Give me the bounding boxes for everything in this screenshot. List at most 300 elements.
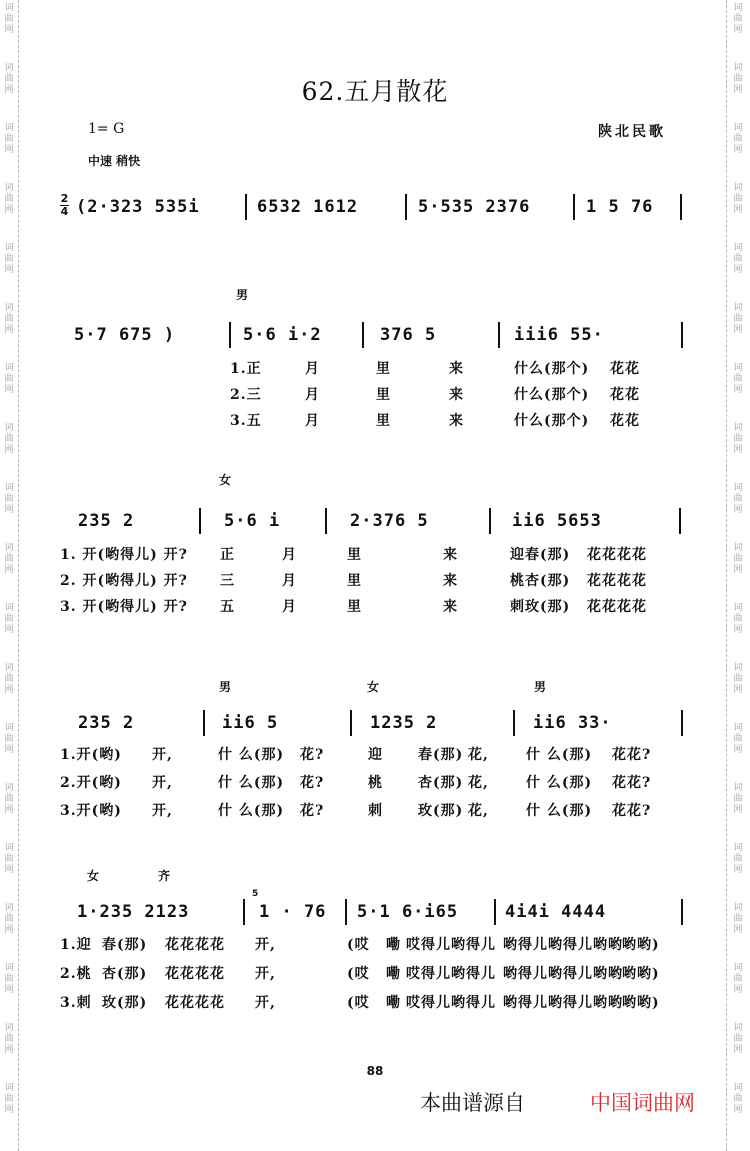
lyric-syllable: 开, xyxy=(255,937,276,953)
watermark-char: 曲 xyxy=(4,554,14,564)
barline xyxy=(325,508,327,534)
lyric-syllable: 刺玫(那) xyxy=(510,599,571,615)
watermark-group xyxy=(731,483,745,516)
lyric-syllable: 五 xyxy=(220,599,235,615)
watermark-char: 曲 xyxy=(4,254,14,264)
s1-measure-1: (2·323 535i xyxy=(76,197,200,217)
watermark-char: 曲 xyxy=(4,794,14,804)
watermark-char: 曲 xyxy=(733,674,743,684)
watermark-char: 词 xyxy=(4,363,14,373)
watermark-group xyxy=(731,963,745,996)
lyric-syllable: 开, xyxy=(152,803,173,819)
lyric-syllable: 开, xyxy=(152,775,173,791)
barline xyxy=(203,710,205,736)
watermark-char: 网 xyxy=(4,1045,14,1055)
lyric-syllable: 桃杏(那) xyxy=(510,573,571,589)
lyric-syllable: 1.迎 xyxy=(60,937,92,953)
watermark-char: 曲 xyxy=(4,734,14,744)
lyric-syllable: 哟哟) xyxy=(622,937,660,953)
watermark-char: 曲 xyxy=(4,854,14,864)
lyric-syllable: 来 xyxy=(449,387,464,403)
watermark-char: 词 xyxy=(4,783,14,793)
watermark-char: 网 xyxy=(4,385,14,395)
watermark-char: 网 xyxy=(4,685,14,695)
lyric-syllable: 嘞 xyxy=(386,966,401,982)
watermark-char: 曲 xyxy=(733,314,743,324)
watermark-char: 网 xyxy=(733,385,743,395)
watermark-char: 网 xyxy=(4,565,14,575)
tempo-marking: 中速 稍快 xyxy=(88,154,141,168)
lyric-syllable: 2.桃 xyxy=(60,966,92,982)
left-dashed-border xyxy=(18,0,19,1151)
watermark-char: 词 xyxy=(733,963,743,973)
lyric-syllable: 2. 开(哟得儿) 开? xyxy=(60,573,188,589)
song-origin: 陕北民歌 xyxy=(598,124,666,140)
role-male: 男 xyxy=(236,288,249,302)
lyric-syllable: 什 么(那) xyxy=(526,747,593,763)
barline xyxy=(681,899,683,925)
watermark-char: 网 xyxy=(4,985,14,995)
watermark-char: 曲 xyxy=(4,914,14,924)
meter-bottom: 4 xyxy=(60,205,69,218)
watermark-char: 网 xyxy=(4,865,14,875)
lyric-syllable: 迎春(那) xyxy=(510,547,571,563)
s4-measure-1: 235 2 xyxy=(78,713,135,733)
watermark-group xyxy=(2,123,16,156)
s3-measure-2: 5·6 i xyxy=(224,511,281,531)
watermark-group xyxy=(2,1023,16,1056)
watermark-char: 网 xyxy=(733,565,743,575)
lyric-syllable: (哎 xyxy=(347,995,370,1011)
watermark-char: 词 xyxy=(733,423,743,433)
lyric-syllable: 花花 xyxy=(610,413,640,429)
watermark-char: 曲 xyxy=(733,14,743,24)
lyric-syllable: (哎 xyxy=(347,937,370,953)
lyric-syllable: 来 xyxy=(443,547,458,563)
watermark-char: 词 xyxy=(4,903,14,913)
barline xyxy=(489,508,491,534)
watermark-char: 网 xyxy=(4,25,14,35)
watermark-group xyxy=(731,243,745,276)
watermark-char: 网 xyxy=(733,805,743,815)
lyric-syllable: 开, xyxy=(255,966,276,982)
lyric-syllable: 开, xyxy=(152,747,173,763)
watermark-char: 曲 xyxy=(4,194,14,204)
watermark-char: 词 xyxy=(4,183,14,193)
lyric-syllable: 里 xyxy=(376,413,391,429)
s5-measure-2: 1 · 76 xyxy=(259,902,327,922)
lyric-syllable: 嘞 xyxy=(386,937,401,953)
lyric-syllable: 3.刺 xyxy=(60,995,92,1011)
watermark-char: 词 xyxy=(733,723,743,733)
lyric-syllable: 2.开(哟) xyxy=(60,775,122,791)
lyric-syllable: 里 xyxy=(376,361,391,377)
watermark-char: 曲 xyxy=(4,374,14,384)
barline xyxy=(362,322,364,348)
watermark-char: 词 xyxy=(733,1083,743,1093)
watermark-char: 网 xyxy=(4,505,14,515)
watermark-char: 网 xyxy=(733,205,743,215)
time-signature xyxy=(60,194,69,217)
watermark-group xyxy=(731,843,745,876)
watermark-group xyxy=(731,183,745,216)
role-male: 男 xyxy=(534,680,547,694)
watermark-char: 词 xyxy=(733,363,743,373)
watermark-group xyxy=(2,483,16,516)
watermark-char: 网 xyxy=(4,745,14,755)
watermark-group xyxy=(2,303,16,336)
watermark-char: 网 xyxy=(733,1045,743,1055)
watermark-group xyxy=(2,603,16,636)
barline xyxy=(243,899,245,925)
watermark-group xyxy=(731,663,745,696)
watermark-group xyxy=(2,543,16,576)
watermark-char: 词 xyxy=(4,1083,14,1093)
watermark-char: 词 xyxy=(4,63,14,73)
watermark-char: 词 xyxy=(733,123,743,133)
watermark-char: 网 xyxy=(733,505,743,515)
role-female: 女 xyxy=(367,680,380,694)
watermark-char: 网 xyxy=(4,805,14,815)
s5-measure-4: 4i4i 4444 xyxy=(505,902,607,922)
watermark-char: 网 xyxy=(733,265,743,275)
barline xyxy=(229,322,231,348)
watermark-char: 网 xyxy=(4,445,14,455)
lyric-syllable: 什 么(那) xyxy=(218,775,285,791)
watermark-char: 曲 xyxy=(733,1094,743,1104)
lyric-syllable: 迎 xyxy=(368,747,383,763)
s4-measure-2: ii6 5 xyxy=(222,713,279,733)
watermark-char: 词 xyxy=(4,1023,14,1033)
lyric-syllable: 花花? xyxy=(612,747,652,763)
lyric-syllable: 杏(那) xyxy=(418,775,464,791)
watermark-char: 曲 xyxy=(733,554,743,564)
barline xyxy=(498,322,500,348)
lyric-syllable: 里 xyxy=(347,547,362,563)
role-female: 女 xyxy=(219,473,232,487)
s2-measure-1: 5·7 675 ) xyxy=(74,325,176,345)
watermark-char: 曲 xyxy=(4,434,14,444)
lyric-syllable: 哎得儿哟得儿 xyxy=(406,937,496,953)
lyric-syllable: 春(那) xyxy=(102,937,148,953)
lyric-syllable: 花花花花 xyxy=(587,599,647,615)
watermark-char: 词 xyxy=(4,243,14,253)
watermark-group xyxy=(2,423,16,456)
watermark-group xyxy=(731,543,745,576)
meter-top: 2 xyxy=(60,192,69,205)
watermark-group xyxy=(2,3,16,36)
barline xyxy=(681,322,683,348)
watermark-group xyxy=(731,783,745,816)
s1-measure-2: 6532 1612 xyxy=(257,197,359,217)
watermark-group xyxy=(2,663,16,696)
watermark-char: 词 xyxy=(4,3,14,13)
lyric-syllable: 三 xyxy=(220,573,235,589)
lyric-syllable: 花? xyxy=(300,747,325,763)
lyric-syllable: 哎得儿哟得儿 xyxy=(406,995,496,1011)
lyric-syllable: 里 xyxy=(347,599,362,615)
watermark-char: 曲 xyxy=(4,494,14,504)
barline xyxy=(245,194,247,220)
barline xyxy=(680,194,682,220)
barline xyxy=(679,508,681,534)
watermark-char: 曲 xyxy=(733,134,743,144)
lyric-syllable: 桃 xyxy=(368,775,383,791)
watermark-char: 词 xyxy=(733,843,743,853)
lyric-syllable: 春(那) xyxy=(418,747,464,763)
watermark-char: 曲 xyxy=(733,74,743,84)
lyric-syllable: 里 xyxy=(376,387,391,403)
lyric-syllable: 花花? xyxy=(612,775,652,791)
watermark-group xyxy=(731,603,745,636)
lyric-syllable: 来 xyxy=(443,573,458,589)
watermark-char: 词 xyxy=(733,3,743,13)
watermark-group xyxy=(2,843,16,876)
watermark-group xyxy=(731,3,745,36)
watermark-char: 词 xyxy=(4,603,14,613)
watermark-char: 曲 xyxy=(4,974,14,984)
watermark-char: 网 xyxy=(733,865,743,875)
watermark-char: 曲 xyxy=(733,194,743,204)
page-number: 88 xyxy=(366,1064,384,1078)
lyric-syllable: 刺 xyxy=(368,803,383,819)
watermark-char: 曲 xyxy=(4,674,14,684)
lyric-syllable: 花? xyxy=(300,803,325,819)
watermark-char: 词 xyxy=(733,303,743,313)
barline xyxy=(199,508,201,534)
watermark-char: 网 xyxy=(4,625,14,635)
lyric-syllable: 什么(那个) xyxy=(514,387,590,403)
s2-measure-2: 5·6 i·2 xyxy=(243,325,322,345)
watermark-char: 曲 xyxy=(733,614,743,624)
lyric-syllable: 花花? xyxy=(612,803,652,819)
watermark-char: 曲 xyxy=(4,614,14,624)
watermark-char: 词 xyxy=(733,603,743,613)
barline xyxy=(681,710,683,736)
watermark-char: 曲 xyxy=(733,854,743,864)
lyric-syllable: 正 xyxy=(220,547,235,563)
watermark-char: 网 xyxy=(733,685,743,695)
watermark-char: 词 xyxy=(4,423,14,433)
lyric-syllable: 什 么(那) xyxy=(526,775,593,791)
watermark-char: 网 xyxy=(4,85,14,95)
lyric-syllable: 花, xyxy=(468,747,489,763)
lyric-syllable: 哟得儿哟得儿哟哟 xyxy=(503,966,623,982)
watermark-char: 网 xyxy=(4,205,14,215)
source-site-link[interactable]: 中国词曲网 xyxy=(590,1091,695,1115)
watermark-char: 网 xyxy=(733,25,743,35)
s1-measure-4: 1 5 76 xyxy=(586,197,654,217)
watermark-char: 词 xyxy=(4,963,14,973)
lyric-syllable: 玫(那) xyxy=(418,803,464,819)
watermark-group xyxy=(2,1083,16,1116)
watermark-char: 网 xyxy=(4,925,14,935)
watermark-char: 词 xyxy=(733,63,743,73)
lyric-syllable: 玫(那) xyxy=(102,995,148,1011)
watermark-char: 网 xyxy=(733,1105,743,1115)
watermark-group xyxy=(2,243,16,276)
role-female: 女 xyxy=(87,869,100,883)
key-signature: 1= G xyxy=(88,121,125,137)
watermark-char: 词 xyxy=(4,843,14,853)
s1-measure-3: 5·535 2376 xyxy=(418,197,531,217)
watermark-group xyxy=(2,963,16,996)
barline xyxy=(350,710,352,736)
lyric-syllable: 2.三 xyxy=(230,387,262,403)
watermark-char: 曲 xyxy=(4,1094,14,1104)
watermark-group xyxy=(2,723,16,756)
lyric-syllable: 什 么(那) xyxy=(526,803,593,819)
lyric-syllable: 花花 xyxy=(610,387,640,403)
watermark-char: 网 xyxy=(733,625,743,635)
watermark-char: 曲 xyxy=(733,794,743,804)
s3-measure-1: 235 2 xyxy=(78,511,135,531)
grace-note: 5 xyxy=(252,889,259,899)
watermark-char: 曲 xyxy=(733,434,743,444)
s4-measure-4: ii6 33· xyxy=(533,713,612,733)
watermark-char: 曲 xyxy=(733,254,743,264)
watermark-char: 网 xyxy=(733,145,743,155)
watermark-char: 曲 xyxy=(733,974,743,984)
barline xyxy=(494,899,496,925)
watermark-group xyxy=(731,303,745,336)
lyric-syllable: 1. 开(哟得儿) 开? xyxy=(60,547,188,563)
lyric-syllable: 哟哟) xyxy=(622,966,660,982)
lyric-syllable: 什么(那个) xyxy=(514,361,590,377)
watermark-char: 网 xyxy=(4,145,14,155)
lyric-syllable: 哟哟) xyxy=(622,995,660,1011)
lyric-syllable: 花花 xyxy=(610,361,640,377)
lyric-syllable: 花花花花 xyxy=(165,995,225,1011)
s3-measure-3: 2·376 5 xyxy=(350,511,429,531)
lyric-syllable: 什 么(那) xyxy=(218,747,285,763)
lyric-syllable: 花, xyxy=(468,775,489,791)
watermark-char: 曲 xyxy=(4,134,14,144)
watermark-char: 曲 xyxy=(733,1034,743,1044)
lyric-syllable: 开, xyxy=(255,995,276,1011)
watermark-char: 网 xyxy=(733,925,743,935)
watermark-char: 曲 xyxy=(4,14,14,24)
lyric-syllable: 来 xyxy=(449,361,464,377)
watermark-char: 曲 xyxy=(733,494,743,504)
watermark-group xyxy=(731,903,745,936)
watermark-char: 词 xyxy=(4,723,14,733)
watermark-char: 词 xyxy=(733,1023,743,1033)
s2-measure-4: iii6 55· xyxy=(514,325,604,345)
watermark-char: 词 xyxy=(4,543,14,553)
s4-measure-3: 1235 2 xyxy=(370,713,438,733)
watermark-char: 曲 xyxy=(4,314,14,324)
s3-measure-4: ii6 5653 xyxy=(512,511,602,531)
role-together: 齐 xyxy=(158,869,171,883)
lyric-syllable: 月 xyxy=(305,413,320,429)
watermark-char: 曲 xyxy=(4,74,14,84)
watermark-char: 词 xyxy=(4,303,14,313)
watermark-group xyxy=(731,363,745,396)
lyric-syllable: 3.开(哟) xyxy=(60,803,122,819)
watermark-group xyxy=(731,423,745,456)
lyric-syllable: 什 么(那) xyxy=(218,803,285,819)
lyric-syllable: 花? xyxy=(300,775,325,791)
watermark-group xyxy=(731,723,745,756)
watermark-char: 词 xyxy=(4,123,14,133)
watermark-char: 曲 xyxy=(733,734,743,744)
watermark-char: 网 xyxy=(733,445,743,455)
lyric-syllable: 1.开(哟) xyxy=(60,747,122,763)
watermark-char: 曲 xyxy=(733,374,743,384)
watermark-group xyxy=(2,183,16,216)
lyric-syllable: 1.正 xyxy=(230,361,262,377)
lyric-syllable: (哎 xyxy=(347,966,370,982)
right-dashed-border xyxy=(726,0,727,1151)
lyric-syllable: 里 xyxy=(347,573,362,589)
watermark-char: 网 xyxy=(4,265,14,275)
watermark-char: 网 xyxy=(733,745,743,755)
watermark-char: 词 xyxy=(733,783,743,793)
watermark-char: 词 xyxy=(733,183,743,193)
watermark-char: 网 xyxy=(4,1105,14,1115)
watermark-char: 词 xyxy=(4,483,14,493)
lyric-syllable: 来 xyxy=(443,599,458,615)
watermark-char: 网 xyxy=(4,325,14,335)
lyric-syllable: 月 xyxy=(282,599,297,615)
source-prefix: 本曲谱源自 xyxy=(420,1091,525,1115)
lyric-syllable: 哟得儿哟得儿哟哟 xyxy=(503,937,623,953)
watermark-char: 曲 xyxy=(733,914,743,924)
lyric-syllable: 什么(那个) xyxy=(514,413,590,429)
lyric-syllable: 月 xyxy=(282,573,297,589)
lyric-syllable: 月 xyxy=(305,361,320,377)
watermark-char: 曲 xyxy=(4,1034,14,1044)
lyric-syllable: 月 xyxy=(305,387,320,403)
lyric-syllable: 嘞 xyxy=(386,995,401,1011)
role-male: 男 xyxy=(219,680,232,694)
watermark-char: 词 xyxy=(733,903,743,913)
watermark-char: 词 xyxy=(733,663,743,673)
lyric-syllable: 花花花花 xyxy=(165,937,225,953)
watermark-group xyxy=(731,1083,745,1116)
watermark-group xyxy=(2,783,16,816)
s5-measure-3: 5·1 6·i65 xyxy=(357,902,459,922)
watermark-group xyxy=(2,903,16,936)
lyric-syllable: 3.五 xyxy=(230,413,262,429)
watermark-group xyxy=(731,1023,745,1056)
lyric-syllable: 哎得儿哟得儿 xyxy=(406,966,496,982)
lyric-syllable: 花花花花 xyxy=(587,547,647,563)
watermark-char: 网 xyxy=(733,85,743,95)
lyric-syllable: 花花花花 xyxy=(165,966,225,982)
barline xyxy=(573,194,575,220)
lyric-syllable: 花花花花 xyxy=(587,573,647,589)
barline xyxy=(405,194,407,220)
watermark-char: 网 xyxy=(733,325,743,335)
lyric-syllable: 3. 开(哟得儿) 开? xyxy=(60,599,188,615)
lyric-syllable: 哟得儿哟得儿哟哟 xyxy=(503,995,623,1011)
watermark-char: 网 xyxy=(733,985,743,995)
watermark-group xyxy=(2,363,16,396)
lyric-syllable: 杏(那) xyxy=(102,966,148,982)
lyric-syllable: 月 xyxy=(282,547,297,563)
barline xyxy=(345,899,347,925)
s5-measure-1: 1·235 2123 xyxy=(77,902,190,922)
lyric-syllable: 花, xyxy=(468,803,489,819)
lyric-syllable: 来 xyxy=(449,413,464,429)
watermark-char: 词 xyxy=(4,663,14,673)
watermark-char: 词 xyxy=(733,543,743,553)
watermark-char: 词 xyxy=(733,243,743,253)
watermark-group xyxy=(731,123,745,156)
song-title: 62.五月散花 xyxy=(301,77,449,106)
